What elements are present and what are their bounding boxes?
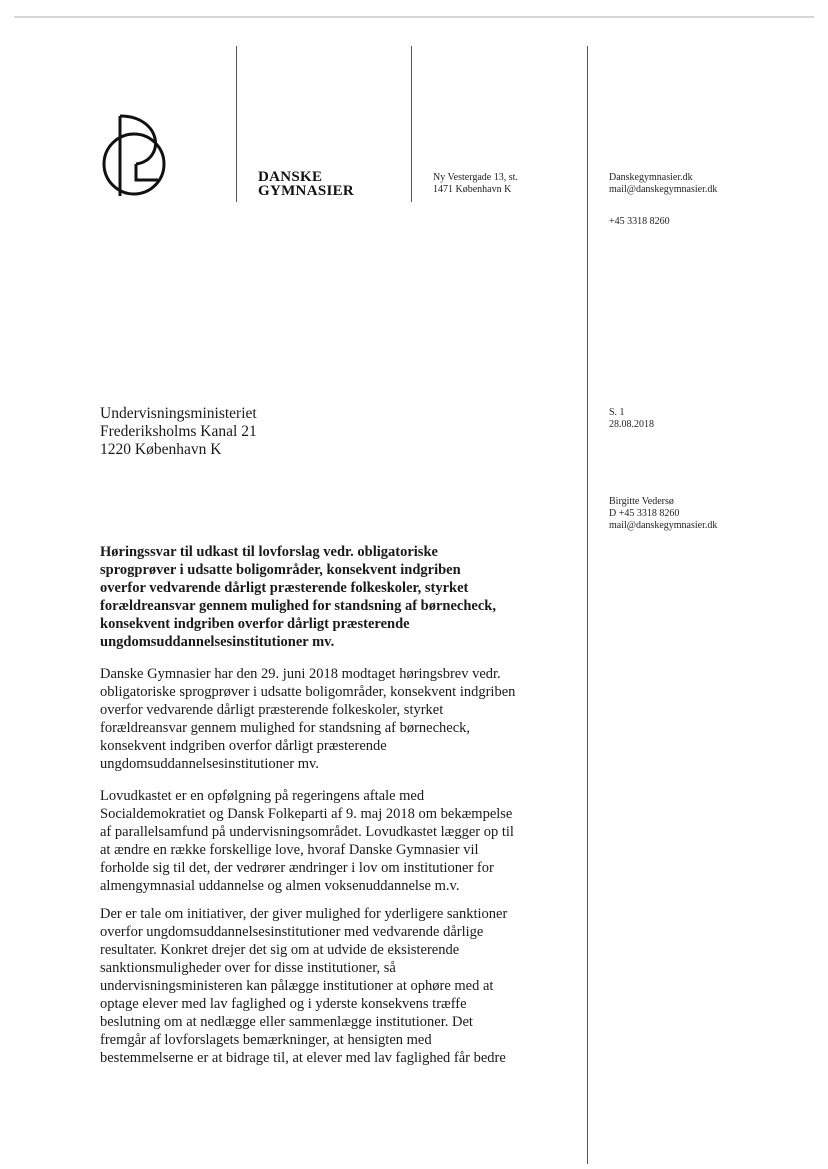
paragraph-line: beslutning om at nedlægge eller sammenlægge institutioner. Det [100, 1014, 473, 1030]
scan-edge-line [14, 16, 814, 18]
subject-line: ungdomsuddannelsesinstitutioner mv. [100, 634, 335, 650]
paragraph-line: konsekvent indgriben overfor dårligt præsterende [100, 738, 387, 754]
address-line-1: Ny Vestergade 13, st. [433, 172, 518, 183]
paragraph-line: optage elever med lav faglighed og i yderste konsekvens træffe [100, 996, 467, 1012]
recipient-line-1: Undervisningsministeriet [100, 405, 257, 422]
sender-email: mail@danskegymnasier.dk [609, 520, 718, 531]
paragraph-line: Der er tale om initiativer, der giver mulighed for yderligere sanktioner [100, 906, 508, 922]
header-divider-1 [236, 46, 237, 202]
paragraph-line: at ændre en række forskellige love, hvoraf Danske Gymnasier vil [100, 842, 479, 858]
subject-line: forældreansvar gennem mulighed for standsning af børnecheck, [100, 598, 496, 614]
paragraph-line: Lovudkastet er en opfølgning på regeringens aftale med [100, 788, 425, 804]
paragraph-line: obligatoriske sprogprøver i udsatte boligområder, konsekvent indgriben [100, 684, 516, 700]
website-text: Danskegymnasier.dk [609, 172, 693, 183]
brand-line-2: GYMNASIER [258, 183, 355, 199]
subject-line: overfor vedvarende dårligt præsterende folkeskoler, styrket [100, 580, 469, 596]
sender-phone: D +45 3318 8260 [609, 508, 680, 519]
body-paragraph-3 [100, 905, 570, 1067]
paragraph-line: forholde sig til det, der vedrører ændringer i lov om institutioner for [100, 860, 494, 876]
paragraph-line: forældreansvar gennem mulighed for standsning af børnecheck, [100, 720, 471, 736]
brand-line-1: DANSKE [258, 169, 323, 185]
paragraph-line: Danske Gymnasier har den 29. juni 2018 modtaget høringsbrev vedr. [100, 666, 501, 682]
paragraph-line: ungdomsuddannelsesinstitutioner mv. [100, 756, 319, 772]
letter-subject [100, 543, 570, 651]
organization-phone: +45 3318 8260 [609, 216, 670, 227]
paragraph-line: fremgår af lovforslagets bemærkninger, at hensigten med [100, 1032, 432, 1048]
paragraph-line: undervisningsministeren kan pålægge institutioner at ophøre med at [100, 978, 494, 994]
paragraph-line: overfor ungdomsuddannelsesinstitutioner med vedvarende dårlige [100, 924, 484, 940]
body-paragraph-2 [100, 787, 570, 895]
email-text: mail@danskegymnasier.dk [609, 184, 718, 195]
header-divider-2 [411, 46, 412, 202]
recipient-line-3: 1220 København K [100, 441, 222, 458]
subject-line: konsekvent indgriben overfor dårligt præsterende [100, 616, 410, 632]
body-paragraph-1 [100, 665, 570, 773]
recipient-line-2: Frederiksholms Kanal 21 [100, 423, 257, 440]
organization-contact [609, 172, 717, 196]
paragraph-line: overfor vedvarende dårligt præsterende folkeskoler, styrket [100, 702, 444, 718]
paragraph-line: af parallelsamfund på undervisningsområdet. Lovudkastet lægger op til [100, 824, 514, 840]
recipient-address [100, 405, 257, 459]
page-info [609, 407, 654, 431]
sender-info [609, 496, 717, 532]
page-number: S. 1 [609, 407, 625, 418]
paragraph-line: almengymnasial uddannelse og almen voksenuddannelse m.v. [100, 878, 460, 894]
subject-line: sprogprøver i udsatte boligområder, konsekvent indgriben [100, 562, 461, 578]
organization-address [433, 172, 518, 196]
paragraph-line: bestemmelserne er at bidrage til, at elever med lav faglighed får bedre [100, 1050, 506, 1066]
paragraph-line: sanktionsmuligheder over for disse institutioner, så [100, 960, 396, 976]
paragraph-line: Socialdemokratiet og Dansk Folkeparti af 9. maj 2018 om bekæmpelse [100, 806, 513, 822]
paragraph-line: resultater. Konkret drejer det sig om at udvide de eksisterende [100, 942, 460, 958]
sender-name: Birgitte Vedersø [609, 496, 674, 507]
brand-name [258, 170, 354, 198]
subject-line: Høringssvar til udkast til lovforslag vedr. obligatoriske [100, 544, 438, 560]
address-line-2: 1471 København K [433, 184, 512, 195]
letter-date: 28.08.2018 [609, 419, 654, 430]
danske-gymnasier-logo-icon [100, 112, 170, 198]
margin-column-line [587, 46, 588, 1164]
